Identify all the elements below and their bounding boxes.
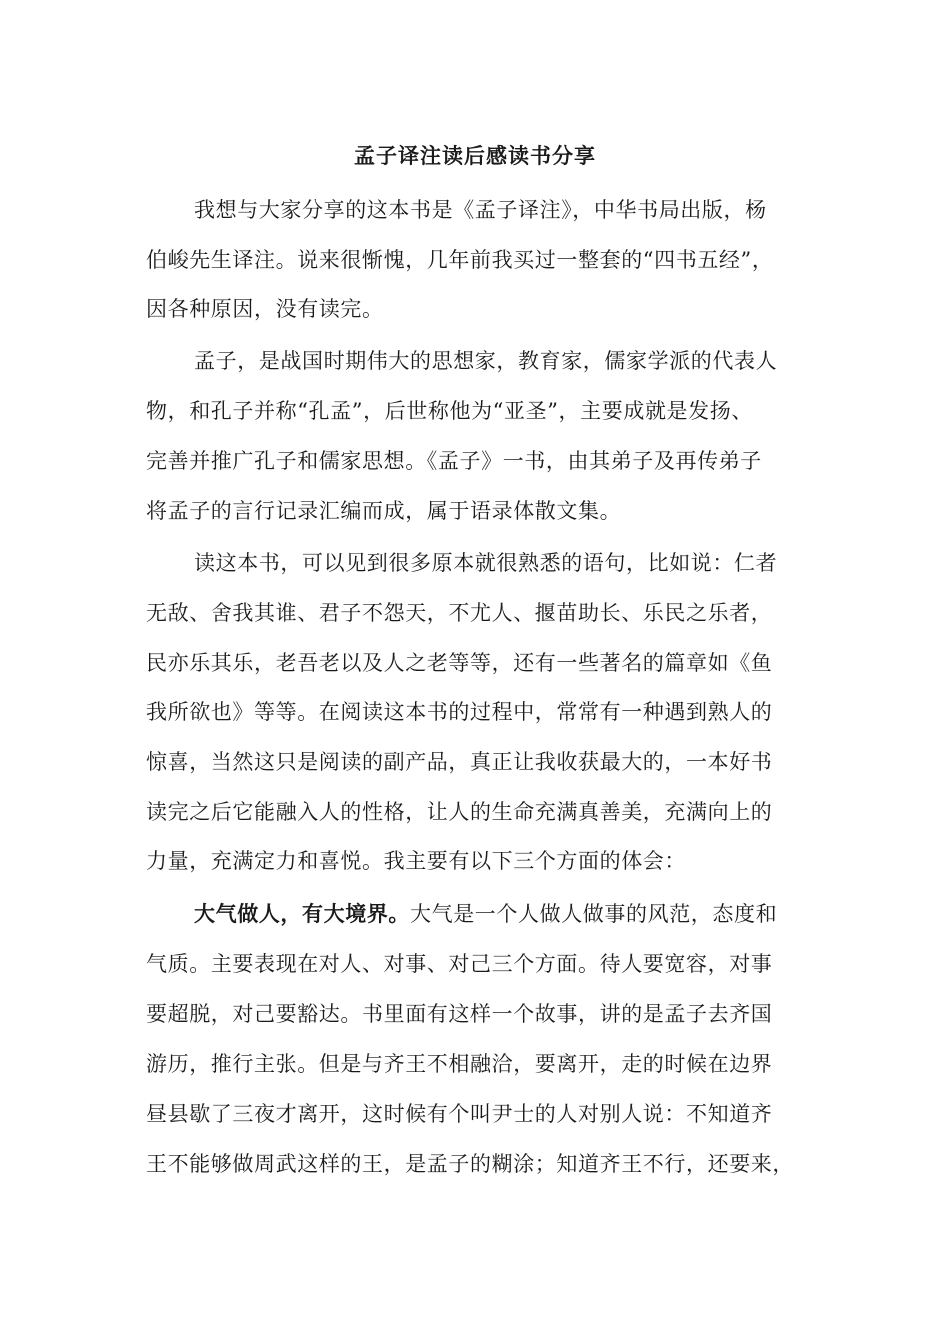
paragraph-3-line-3: 民亦乐其乐，老吾老以及人之老等等，还有一些著名的篇章如《鱼: [146, 651, 773, 675]
paragraph-2-line-3: 完善并推广孔子和儒家思想。《孟子》一书，由其弟子及再传弟子: [146, 449, 762, 473]
paragraph-2-line-1: 孟子，是战国时期伟大的思想家，教育家，儒家学派的代表人: [194, 349, 778, 373]
paragraph-3-line-2: 无敌、舍我其谁、君子不怨天，不尤人、揠苗助长、乐民之乐者，: [146, 601, 773, 625]
paragraph-4-line-3: 要超脱，对己要豁达。书里面有这样一个故事，讲的是孟子去齐国: [146, 1002, 773, 1026]
paragraph-4-line-1: [194, 899, 777, 929]
paragraph-3-line-5: 惊喜，当然这只是阅读的副产品，真正让我收获最大的，一本好书: [146, 750, 773, 774]
paragraph-4-line-6: 王不能够做周武这样的王，是孟子的糊涂；知道齐王不行，还要来，: [146, 1152, 794, 1176]
paragraph-1-line-3: 因各种原因，没有读完。: [146, 297, 384, 321]
paragraph-3-line-4: 我所欲也》等等。在阅读这本书的过程中，常常有一种遇到熟人的: [146, 700, 773, 724]
paragraph-3-line-1: 读这本书，可以见到很多原本就很熟悉的语句，比如说：仁者: [194, 551, 778, 575]
paragraph-2-line-4: 将孟子的言行记录汇编而成，属于语录体散文集。: [146, 499, 622, 523]
paragraph-3-line-6: 读完之后它能融入人的性格，让人的生命充满真善美，充满向上的: [146, 800, 773, 824]
paragraph-3-line-7: 力量，充满定力和喜悦。我主要有以下三个方面的体会：: [146, 849, 686, 873]
paragraph-4-line-2: 气质。主要表现在对人、对事、对己三个方面。待人要宽容，对事: [146, 952, 773, 976]
paragraph-4-line-1-text: 大气是一个人做人做事的风范，态度和: [410, 902, 778, 926]
document-title: 孟子译注读后感读书分享: [354, 143, 596, 168]
paragraph-1-line-2: 伯峻先生译注。说来很惭愧，几年前我买过一整套的“四书五经”，: [146, 248, 774, 272]
paragraph-2-line-2: 物，和孔子并称“孔孟”，后世称他为“亚圣”，主要成就是发扬、: [146, 399, 753, 423]
section-heading: 大气做人，有大境界。: [194, 901, 410, 926]
paragraph-4-line-4: 游历，推行主张。但是与齐王不相融洽，要离开，走的时候在边界: [146, 1052, 773, 1076]
paragraph-1-line-1: 我想与大家分享的这本书是《孟子译注》，中华书局出版，杨: [194, 198, 767, 222]
paragraph-4-line-5: 昼县歇了三夜才离开，这时候有个叫尹士的人对别人说：不知道齐: [146, 1102, 773, 1126]
